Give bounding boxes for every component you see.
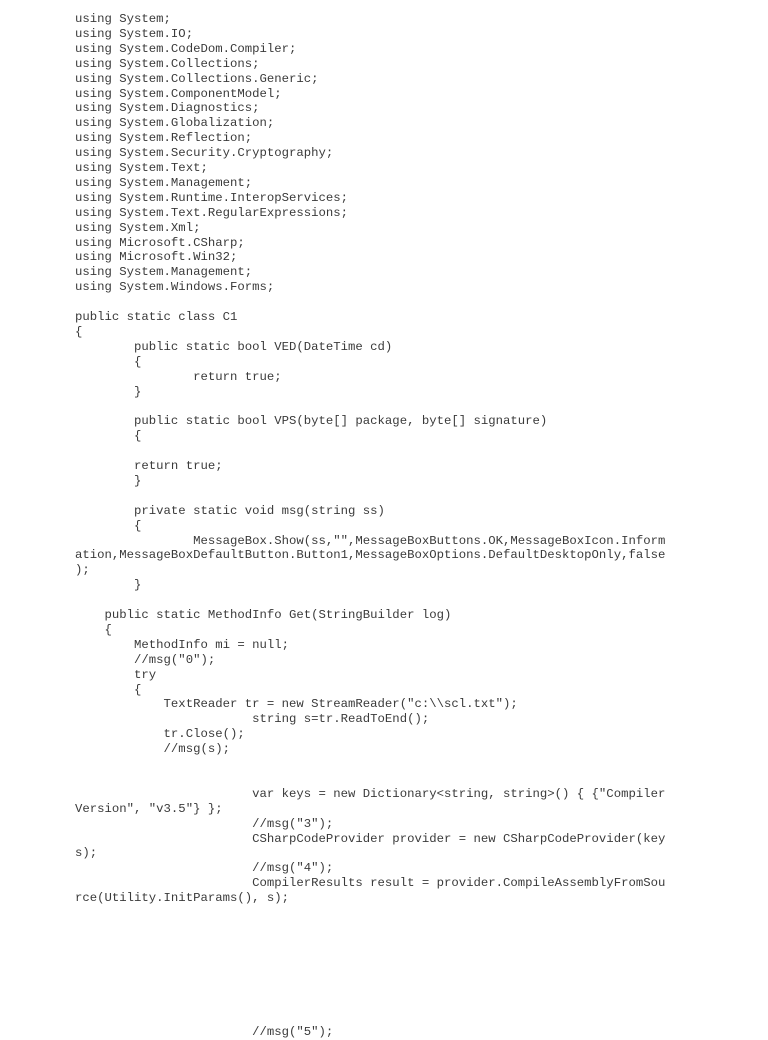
code-line: ); [75,563,90,578]
code-line: public static MethodInfo Get(StringBuilder log) [75,608,452,622]
code-line: string s=tr.ReadToEnd(); [75,712,430,727]
code-line: MethodInfo mi = null; [75,637,290,652]
code-line: public static class C1 [75,310,238,324]
code-line: using System.Xml; [75,220,201,235]
code-line: } [75,473,142,488]
code-line: ation,MessageBoxDefaultButton.Button1,MessageBoxOptions.DefaultDesktopOnly,false [75,548,666,563]
code-line: using System.Management; [75,175,253,190]
code-line: using Microsoft.Win32; [75,250,238,265]
code-line: using System.ComponentModel; [75,86,282,101]
code-line: public static bool VED(DateTime cd) [75,339,393,354]
code-line: //msg("5"); [75,1025,334,1040]
code-line: public static bool VPS(byte[] package, byte[] signature) [75,414,548,429]
code-line: using System.IO; [75,26,194,41]
code-line: return true; [75,459,223,473]
code-line: //msg("0"); [75,652,216,667]
code-line: using System.Runtime.InteropServices; [75,190,349,205]
code-line: private static void msg(string ss) [75,503,385,518]
code-line: try [75,667,157,682]
code-line: rce(Utility.InitParams(), s); [75,891,290,906]
code-line: using System.Windows.Forms; [75,280,275,295]
code-line: tr.Close(); [75,727,245,742]
code-line: TextReader tr = new StreamReader("c:\\scl.txt"); [75,697,518,712]
code-line: using System.Collections.Generic; [75,71,319,86]
code-line: using System.Security.Cryptography; [75,146,334,161]
code-line: { [75,622,112,637]
code-line: using System.Globalization; [75,116,275,131]
code-line: using System.CodeDom.Compiler; [75,41,297,56]
code-line: using System.Collections; [75,56,260,71]
code-line: using System.Text; [75,161,208,175]
code-line: using System.Text.RegularExpressions; [75,205,349,220]
code-line: CompilerResults result = provider.CompileAssemblyFromSou [75,876,666,891]
code-line: } [75,384,142,399]
code-line: using Microsoft.CSharp; [75,235,245,250]
code-line: } [75,578,142,593]
code-line: { [75,682,142,697]
code-line: return true; [75,369,282,384]
code-line: MessageBox.Show(ss,"",MessageBoxButtons.OK,MessageBoxIcon.Inform [75,533,666,548]
code-line: using System.Management; [75,265,253,280]
code-line: { [75,518,142,533]
code-line: using System; [75,12,171,26]
code-line: using System.Reflection; [75,131,253,146]
code-line: { [75,324,83,339]
code-line: { [75,429,142,444]
code-line: //msg("3"); [75,816,334,831]
code-line: CSharpCodeProvider provider = new CSharpCodeProvider(key [75,831,666,846]
code-line: //msg(s); [75,742,230,757]
code-line: using System.Diagnostics; [75,101,260,116]
code-line: s); [75,846,98,861]
code-line: Version", "v3.5"} }; [75,801,223,816]
code-line: var keys = new Dictionary<string, string>() { {"Compiler [75,786,666,801]
code-line: //msg("4"); [75,861,334,876]
code-line: { [75,354,142,369]
